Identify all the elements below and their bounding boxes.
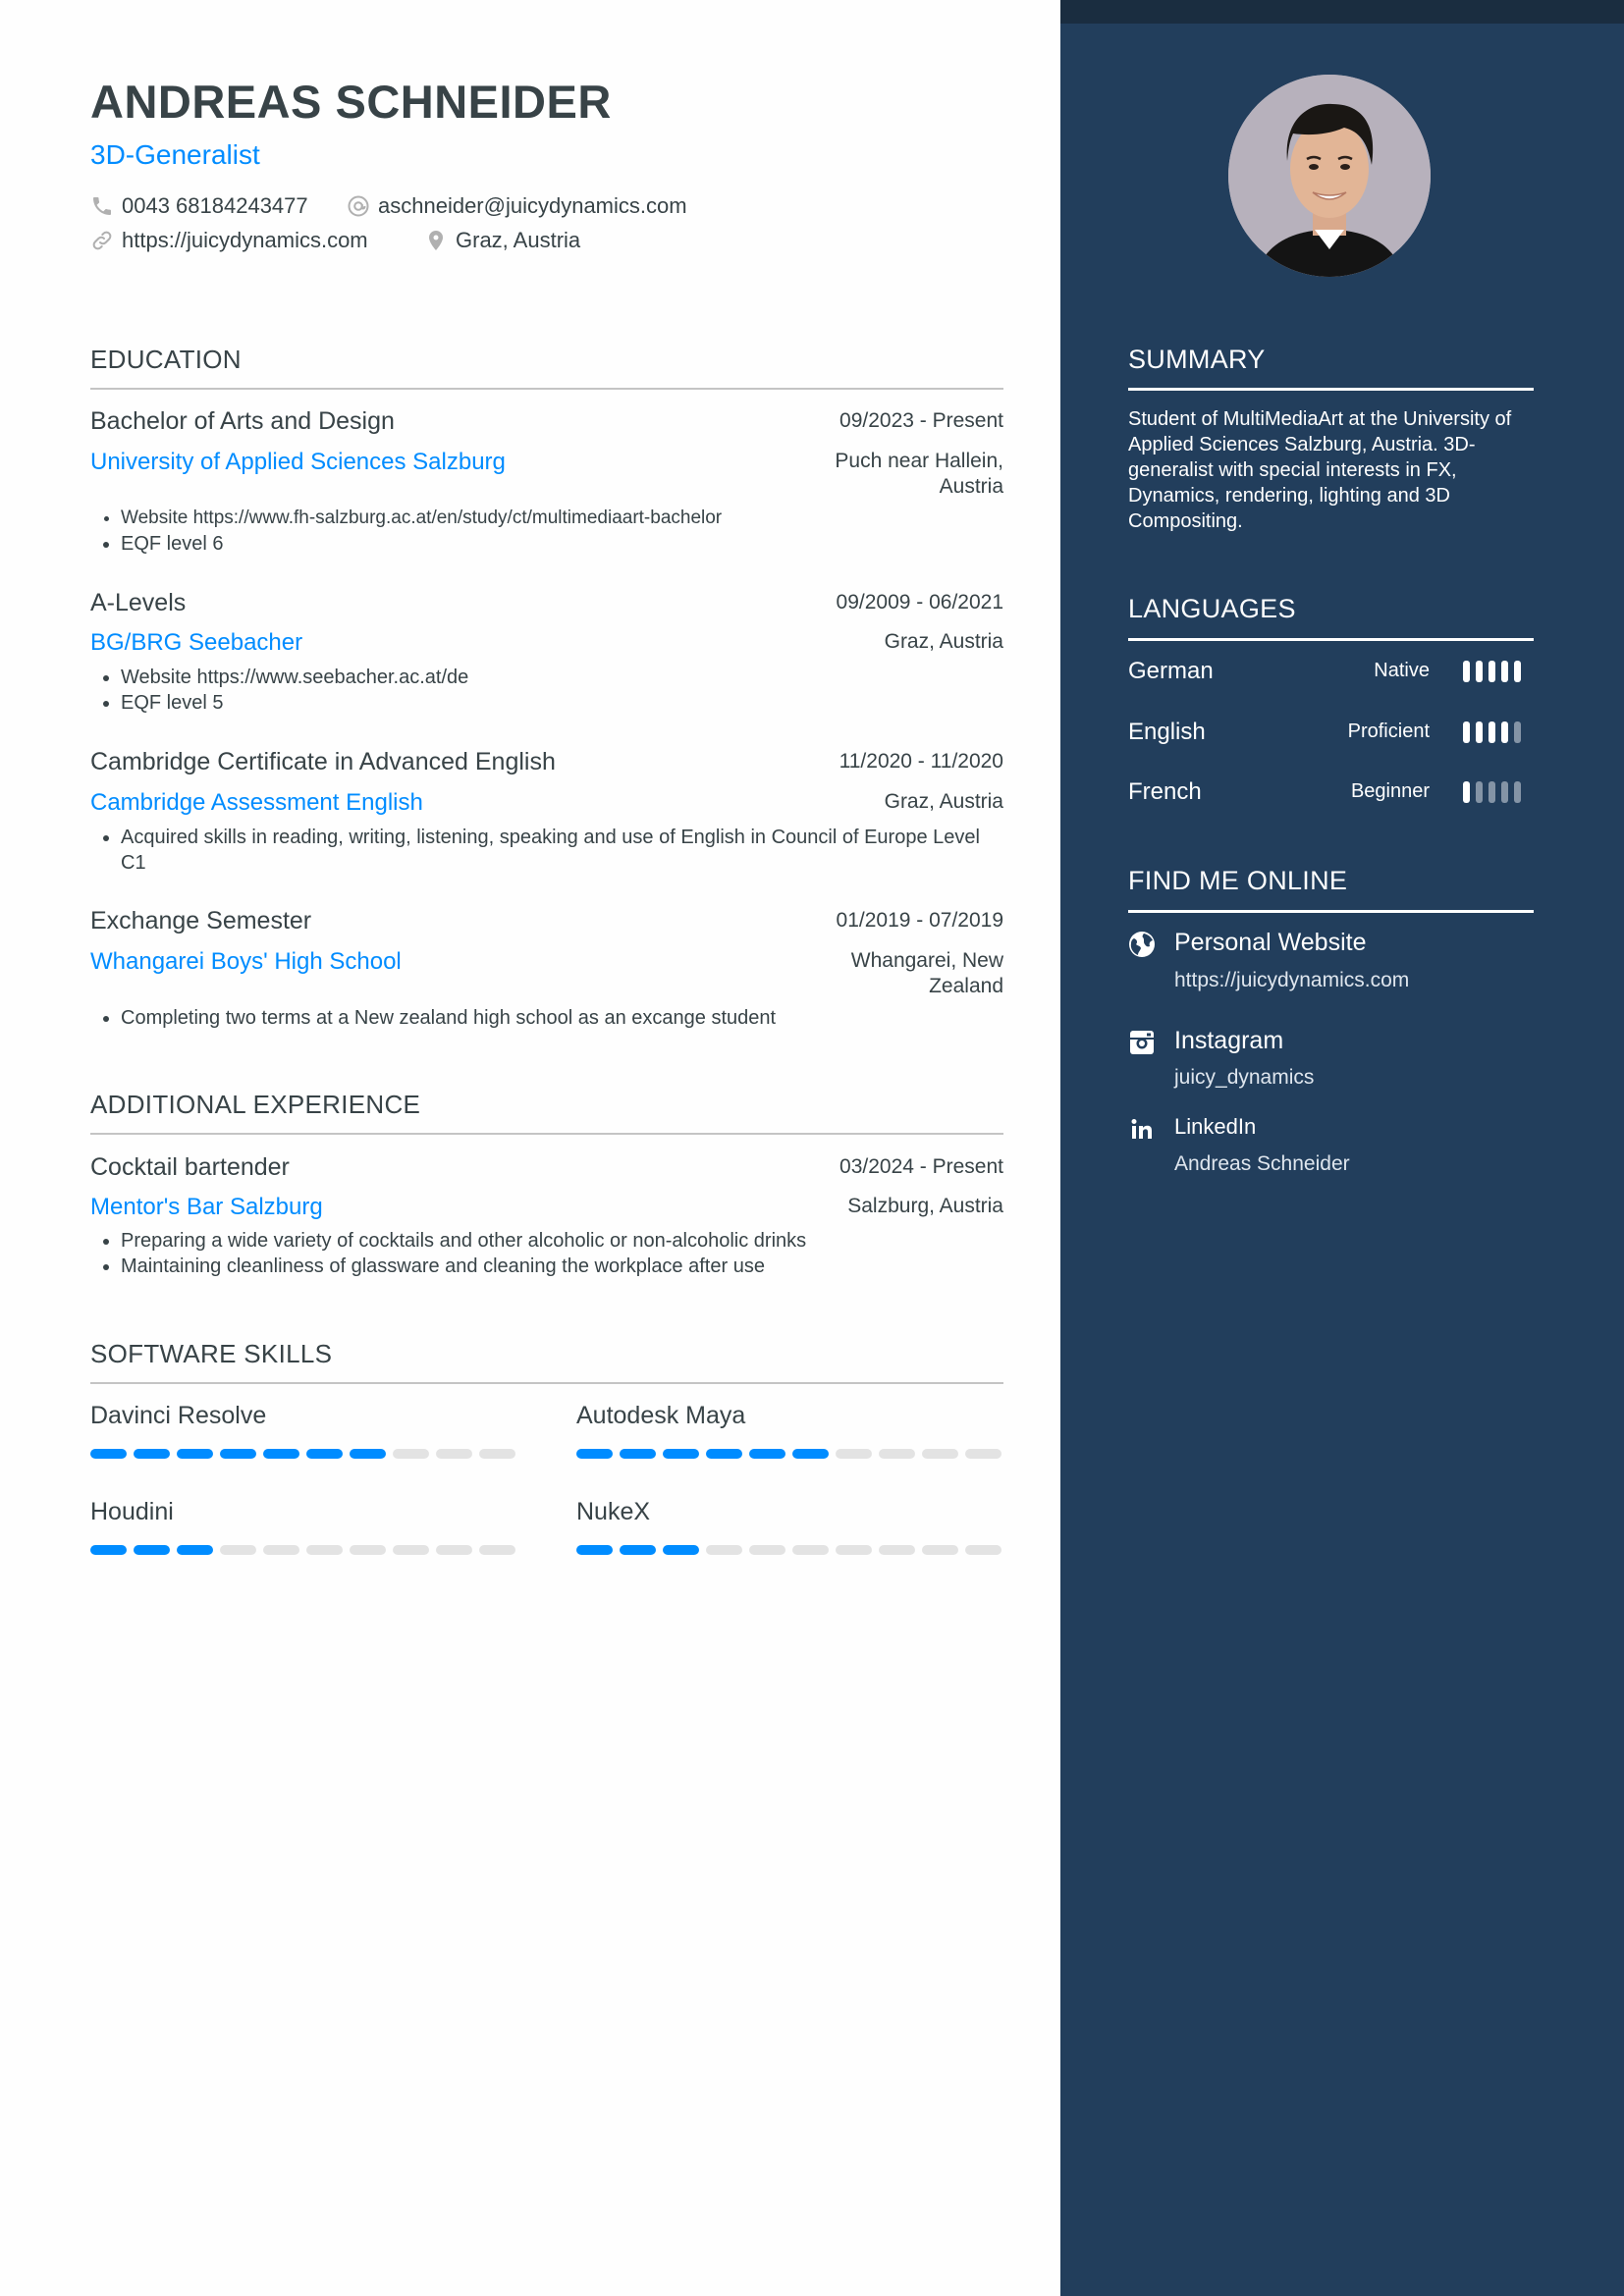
language-dot: [1514, 721, 1521, 743]
skill-segment: [792, 1449, 829, 1459]
online-link-value[interactable]: Andreas Schneider: [1174, 1152, 1350, 1175]
skill-segment: [922, 1545, 958, 1555]
linkedin-icon: [1128, 1116, 1156, 1144]
website-contact: [90, 228, 368, 253]
job-title: 3D-Generalist: [90, 139, 260, 170]
education-entry-bullets: [90, 825, 1004, 876]
languages-divider: [1128, 638, 1534, 641]
online-link-label[interactable]: Instagram: [1174, 1027, 1284, 1054]
experience-entry-location: Salzburg, Austria: [847, 1195, 1003, 1217]
bullet-item: • Acquired skills in reading, writing, listening, speaking and use of English in Council of Europe Level C1: [121, 825, 1004, 876]
skill-segment: [479, 1449, 515, 1459]
skill-segment: [792, 1545, 829, 1555]
education-entry-bullets: [90, 665, 1004, 716]
language-dot: [1476, 661, 1483, 682]
skill-level-bar: [90, 1545, 515, 1555]
education-entry-org[interactable]: University of Applied Sciences Salzburg: [90, 449, 506, 475]
summary-divider: [1128, 388, 1534, 391]
language-level: Beginner: [1350, 780, 1430, 802]
education-entry-bullets: [90, 1005, 1004, 1031]
email-address[interactable]: aschneider@juicydynamics.com: [378, 193, 687, 218]
website-url[interactable]: https://juicydynamics.com: [122, 228, 368, 252]
language-dot: [1489, 781, 1495, 803]
language-dot: [1463, 781, 1470, 803]
skill-segment: [965, 1449, 1001, 1459]
sidebar-top-strip: [1060, 0, 1624, 24]
online-link-value[interactable]: juicy_dynamics: [1174, 1066, 1315, 1089]
language-dot: [1463, 721, 1470, 743]
skill-segment: [922, 1449, 958, 1459]
at-icon: [347, 194, 370, 218]
skill-level-bar: [576, 1449, 1001, 1459]
globe-icon: [1128, 931, 1156, 958]
bullet-item: • Maintaining cleanliness of glassware and cleaning the workplace after use: [121, 1254, 1004, 1279]
software-heading: SOFTWARE SKILLS: [90, 1339, 333, 1368]
education-divider: [90, 388, 1003, 390]
bullet-item: • EQF level 5: [121, 690, 1004, 716]
skill-segment: [306, 1449, 343, 1459]
education-entry-bullets: [90, 506, 1004, 557]
skill-segment: [479, 1545, 515, 1555]
online-link-value[interactable]: https://juicydynamics.com: [1174, 969, 1410, 991]
language-dot: [1476, 781, 1483, 803]
profile-photo: [1228, 75, 1431, 277]
education-entry-date: 09/2023 - Present: [839, 409, 1003, 432]
languages-heading: LANGUAGES: [1128, 594, 1296, 623]
skill-segment: [393, 1545, 429, 1555]
instagram-icon: [1128, 1029, 1156, 1056]
experience-divider: [90, 1133, 1003, 1135]
skill-segment: [749, 1449, 785, 1459]
skill-segment: [306, 1545, 343, 1555]
language-dot: [1501, 781, 1508, 803]
portrait-image: [1228, 75, 1431, 277]
skill-segment: [177, 1545, 213, 1555]
language-dot: [1514, 781, 1521, 803]
skill-segment: [749, 1545, 785, 1555]
skill-segment: [836, 1449, 872, 1459]
phone-icon: [90, 194, 114, 218]
education-heading: EDUCATION: [90, 345, 242, 374]
language-level-dots: [1463, 661, 1521, 682]
phone-contact: [90, 193, 308, 219]
experience-entry-org[interactable]: Mentor's Bar Salzburg: [90, 1194, 323, 1220]
education-entry-date: 01/2019 - 07/2019: [836, 909, 1003, 932]
software-divider: [90, 1382, 1003, 1384]
online-divider: [1128, 910, 1534, 913]
skill-segment: [706, 1545, 742, 1555]
skill-segment: [220, 1449, 256, 1459]
sidebar: [1060, 0, 1624, 2296]
language-level-dots: [1463, 781, 1521, 803]
education-entry-date: 09/2009 - 06/2021: [836, 591, 1003, 614]
skill-segment: [879, 1545, 915, 1555]
education-entry-location: Graz, Austria: [884, 630, 1003, 653]
online-link-label[interactable]: LinkedIn: [1174, 1114, 1257, 1139]
skill-segment: [350, 1449, 386, 1459]
language-name: German: [1128, 658, 1214, 684]
online-link-label[interactable]: Personal Website: [1174, 929, 1367, 956]
education-entry-title: Exchange Semester: [90, 907, 312, 934]
skill-name: Houdini: [90, 1498, 174, 1525]
skill-segment: [620, 1449, 656, 1459]
language-name: English: [1128, 719, 1206, 745]
education-entry-org[interactable]: BG/BRG Seebacher: [90, 629, 303, 656]
bullet-item: • Website https://www.fh-salzburg.ac.at/en/study/ct/multimediaart-bachelor: [121, 506, 1004, 531]
skill-segment: [965, 1545, 1001, 1555]
language-level: Proficient: [1347, 721, 1430, 742]
skill-segment: [836, 1545, 872, 1555]
location-pin-icon: [424, 229, 448, 252]
skill-segment: [879, 1449, 915, 1459]
skill-level-bar: [576, 1545, 1001, 1555]
skill-segment: [576, 1545, 613, 1555]
education-entry-title: Bachelor of Arts and Design: [90, 407, 395, 435]
phone-number[interactable]: 0043 68184243477: [122, 193, 308, 218]
link-icon: [90, 229, 114, 252]
language-dot: [1476, 721, 1483, 743]
skill-level-bar: [90, 1449, 515, 1459]
bullet-item: • Completing two terms at a New zealand high school as an excange student: [121, 1005, 1004, 1031]
bullet-item: • Website https://www.seebacher.ac.at/de: [121, 665, 1004, 690]
skill-segment: [393, 1449, 429, 1459]
skill-segment: [706, 1449, 742, 1459]
experience-entry-date: 03/2024 - Present: [839, 1155, 1003, 1178]
skill-segment: [436, 1449, 472, 1459]
experience-entry-title: Cocktail bartender: [90, 1153, 290, 1181]
language-dot: [1514, 661, 1521, 682]
education-entry-title: A-Levels: [90, 589, 187, 616]
education-entry-date: 11/2020 - 11/2020: [839, 750, 1003, 773]
skill-name: Davinci Resolve: [90, 1402, 267, 1429]
language-level-dots: [1463, 721, 1521, 743]
language-name: French: [1128, 778, 1202, 805]
education-entry-location: Puch near Hallein, Austria: [835, 450, 1003, 498]
education-entry-org[interactable]: Cambridge Assessment English: [90, 789, 423, 816]
education-entry-title: Cambridge Certificate in Advanced English: [90, 748, 556, 775]
candidate-name: ANDREAS SCHNEIDER: [90, 76, 612, 128]
language-dot: [1489, 661, 1495, 682]
language-dot: [1463, 661, 1470, 682]
education-entry-location: Graz, Austria: [884, 790, 1003, 813]
skill-segment: [263, 1545, 299, 1555]
email-contact: [347, 193, 687, 219]
summary-heading: SUMMARY: [1128, 345, 1266, 374]
summary-text: Student of MultiMediaArt at the University of Applied Sciences Salzburg, Austria. 3D-generalist with special interests in FX, Dynamics, rendering, lighting and 3D Compositing.: [1128, 408, 1512, 532]
language-dot: [1501, 661, 1508, 682]
online-heading: FIND ME ONLINE: [1128, 866, 1348, 895]
language-level: Native: [1374, 660, 1430, 681]
skill-segment: [436, 1545, 472, 1555]
language-dot: [1501, 721, 1508, 743]
skill-segment: [90, 1545, 127, 1555]
skill-segment: [263, 1449, 299, 1459]
location-contact: [424, 228, 580, 253]
skill-segment: [177, 1449, 213, 1459]
language-dot: [1489, 721, 1495, 743]
skill-segment: [663, 1449, 699, 1459]
skill-segment: [350, 1545, 386, 1555]
skill-segment: [90, 1449, 127, 1459]
skill-segment: [620, 1545, 656, 1555]
skill-name: Autodesk Maya: [576, 1402, 746, 1429]
experience-entry-bullets: [90, 1228, 1004, 1279]
skill-segment: [134, 1449, 170, 1459]
bullet-item: • Preparing a wide variety of cocktails and other alcoholic or non-alcoholic drinks: [121, 1228, 1004, 1254]
education-entry-org[interactable]: Whangarei Boys' High School: [90, 948, 402, 975]
education-entry-location: Whangarei, New Zealand: [850, 949, 1003, 997]
bullet-item: • EQF level 6: [121, 531, 1004, 557]
skill-segment: [220, 1545, 256, 1555]
location-text: Graz, Austria: [456, 228, 581, 252]
experience-heading: ADDITIONAL EXPERIENCE: [90, 1090, 421, 1119]
skill-segment: [134, 1545, 170, 1555]
skill-segment: [576, 1449, 613, 1459]
skill-name: NukeX: [576, 1498, 651, 1525]
skill-segment: [663, 1545, 699, 1555]
